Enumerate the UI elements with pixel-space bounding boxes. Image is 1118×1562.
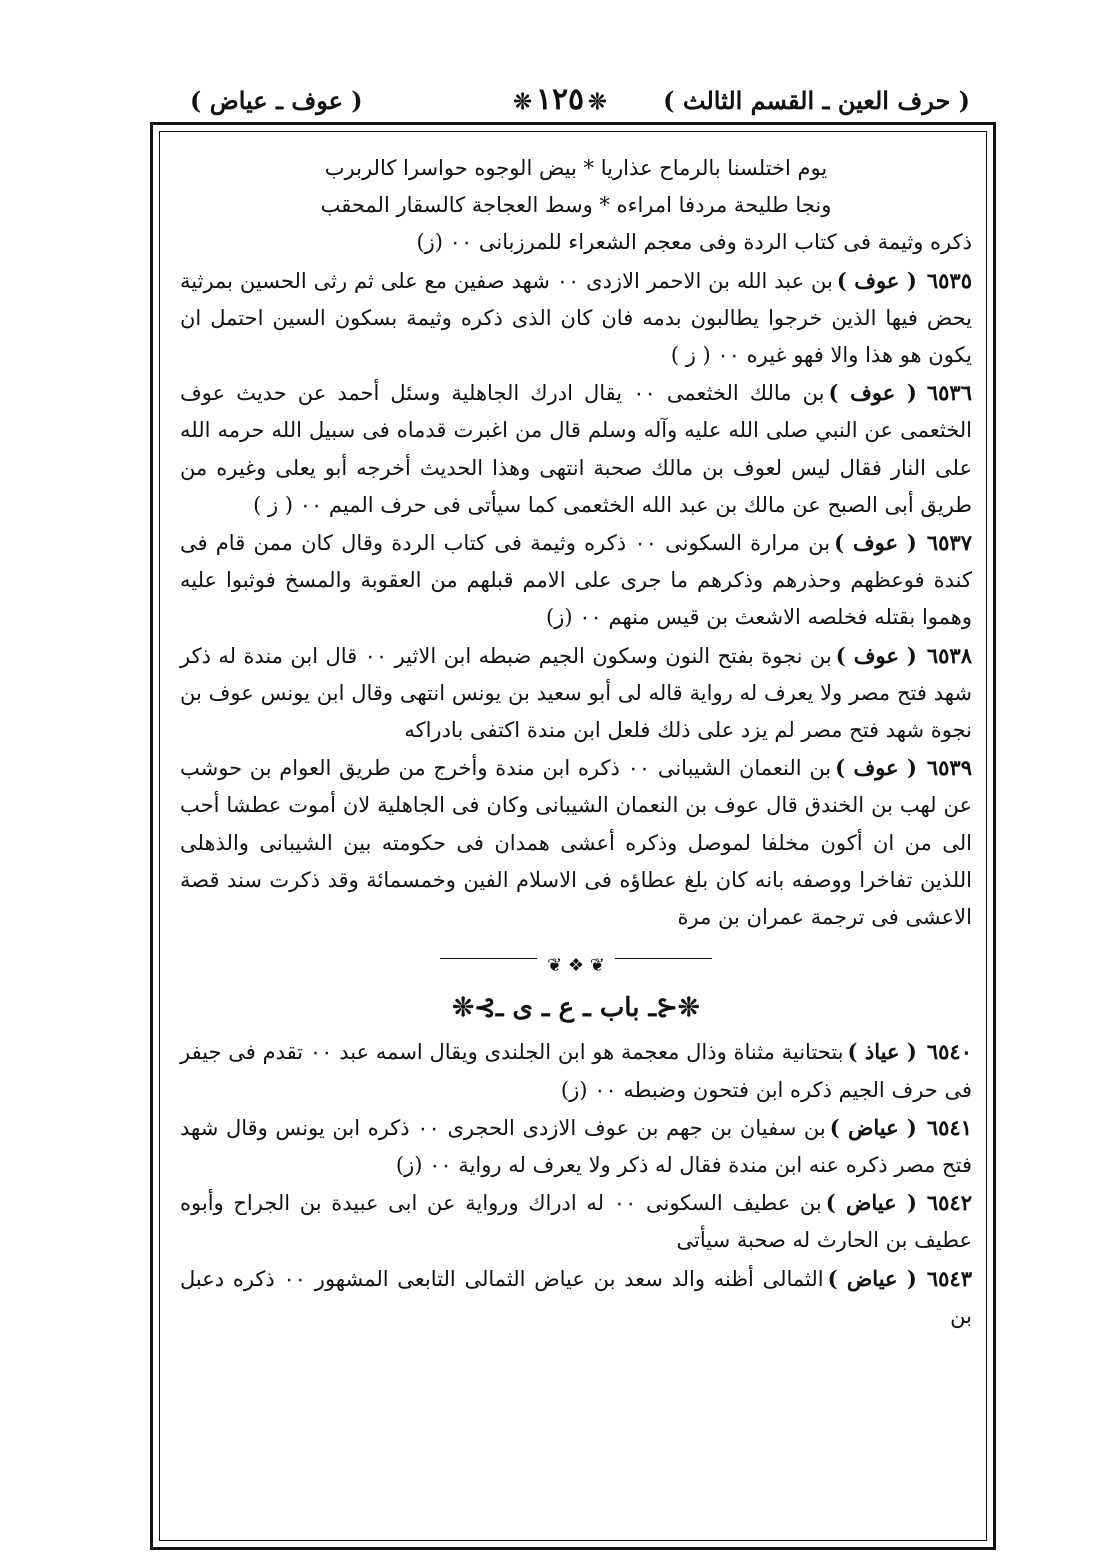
divider-ornament-icon: ❦ ❖ ❦: [537, 955, 615, 976]
inner-frame: [159, 131, 987, 1541]
entry-text: بن نجوة بفتح النون وسكون الجيم ضبطه ابن الاثير ٠٠ قال ابن مندة له ذكر شهد فتح مصر ولا يعرف له رواية قاله لى أبو سعيد بن يونس انتهى وقال ابن يونس عوف بن نجوة شهد فتح مصر لم يزد على ذلك فلعل ابن مندة اكتفى بادراكه: [180, 643, 972, 743]
page-number-group: [509, 82, 610, 117]
entry-number: ٦٥٣٥: [926, 267, 972, 293]
entry-6540: [180, 1033, 972, 1108]
paragraph-text: ذكره وثيمة فى كتاب الردة وفى معجم الشعراء للمرزبانى ٠٠ (ز): [416, 230, 972, 255]
page-number: ١٢٥: [535, 82, 585, 117]
entry-text: بن النعمان الشيبانى ٠٠ ذكره ابن مندة وأخرج من طريق العوام بن حوشب عن لهب بن الخندق قال عوف بن النعمان الشيبانى وكان فى الجاهلية لان أموت عطشا أحب الى من ان أكون مخلفا لموصل وذكره أعشى همدان فى حكومته بين الشيبانى والذهلى اللذين تفاخرا ووصفه بانه كان بلغ عطاؤه فى الاسلام الفين وخمسمائة وقد ذكرت سند قصة الاعشى فى ترجمة عمران بن مرة: [180, 756, 972, 930]
entry-6537: [180, 524, 972, 637]
entry-text: بن عبد الله بن الاحمر الازدى ٠٠ شهد صفين مع على ثم رثى الحسين بمرثية يحض فيها الذين خرجوا يطالبون بدمه فان كان الذى ذكره وثيمة بسكون السين احتمل ان يكون هو هذا والا فهو غيره ٠٠ ( ز ): [180, 268, 972, 368]
ornament-icon: ❊: [513, 89, 532, 115]
entry-number: ٦٥٤٣: [926, 1265, 972, 1291]
running-head-chapter: ( حرف العين ـ القسم الثالث ): [663, 86, 970, 115]
entry-number: ٦٥٤٢: [926, 1190, 972, 1216]
entry-text: بن سفيان بن جهم بن عوف الازدى الحجرى ٠٠ ذكره ابن يونس وقال شهد فتح مصر ذكره عنه ابن مندة فقال له ذكر ولا يعرف له رواية ٠٠ (ز): [180, 1115, 972, 1178]
entry-text: بن مالك الخثعمى ٠٠ يقال ادرك الجاهلية وسئل أحمد عن حديث عوف الخثعمى عن النبي صلى الله عليه وآله وسلم قال من اغبرت قدماه فى سبيل الله حرمه الله على النار فقال ليس لعوف بن مالك صحبة انتهى وهذا الحديث أخرجه أبو يعلى وغيره من طريق أبى الصبح عن مالك بن عبد الله الخثعمى كما سيأتى فى حرف الميم ٠٠ ( ز ): [180, 381, 972, 517]
entry-number: ٦٥٤٠: [926, 1039, 972, 1065]
entry-6539: [180, 749, 972, 936]
entry-name: ( عياض ): [827, 1265, 917, 1291]
page-frame: [150, 122, 996, 1550]
entry-name: ( عوف ): [828, 380, 917, 406]
entry-text: بن مرارة السكونى ٠٠ ذكره وثيمة فى كتاب الردة وقال كان ممن قام فى كندة فوعظهم وحذرهم وذكرهم ما جرى على الامم قبلهم من العقوبة والمسخ فوثبوا عليه وهموا بقتله فخلصه الاشعث بن قيس منهم ٠٠ (ز): [180, 531, 972, 630]
entry-6538: [180, 637, 972, 750]
entry-number: ٦٥٣٨: [926, 642, 972, 668]
entry-number: ٦٥٣٧: [926, 530, 972, 556]
page-body: [180, 150, 972, 1540]
verse-line: ونجا طليحة مردفا امراءه * وسط العجاجة كالسقار المحقب: [320, 193, 832, 218]
section-ornament-icon: ـ⊱❊: [452, 993, 504, 1024]
entry-name: ( عياض ): [829, 1114, 917, 1140]
entry-6536: [180, 374, 972, 524]
entry-name: ( عوف ): [836, 267, 917, 293]
section-divider: [180, 946, 972, 977]
entry-name: ( عوف ): [834, 530, 917, 556]
entry-name: ( عوف ): [835, 755, 917, 781]
entry-6542: [180, 1184, 972, 1259]
entry-name: ( عوف ): [835, 642, 917, 668]
section-title: [180, 990, 972, 1027]
entry-name: ( عياذ ): [847, 1039, 917, 1065]
entry-number: ٦٥٣٦: [926, 380, 972, 406]
entry-6535: [180, 262, 972, 375]
running-head-entries: ( عوف ـ عياض ): [190, 86, 363, 115]
entry-6543: [180, 1260, 972, 1335]
ornament-icon: ❊: [588, 89, 607, 115]
paragraph: [180, 224, 972, 261]
page-header: [150, 82, 970, 122]
entry-6541: [180, 1109, 972, 1184]
entry-text: الثمالى أظنه والد سعد بن عياض الثمالى التابعى المشهور ٠٠ ذكره دعبل بن: [180, 1266, 972, 1328]
section-title-text: باب ـ ع ـ ى: [512, 993, 640, 1024]
entry-number: ٦٥٣٩: [926, 755, 972, 781]
entry-text: بتحتانية مثناة وذال معجمة هو ابن الجلندى ويقال اسمه عبد ٠٠ تقدم فى جيفر فى حرف الجيم ذكره ابن فتحون وضبطه ٠٠ (ز): [180, 1040, 972, 1102]
entry-text: بن عطيف السكونى ٠٠ له ادراك ورواية عن ابى عبيدة بن الجراح وأبوه عطيف بن الحارث له صحبة سيأتى: [180, 1191, 972, 1253]
section-ornament-icon: ❊⊰ـ: [648, 993, 700, 1024]
entry-name: ( عياض ): [825, 1190, 917, 1216]
entry-number: ٦٥٤١: [926, 1114, 972, 1140]
verse-line: يوم اختلسنا بالرماح عذاريا * بيض الوجوه حواسرا كالربرب: [324, 156, 828, 180]
